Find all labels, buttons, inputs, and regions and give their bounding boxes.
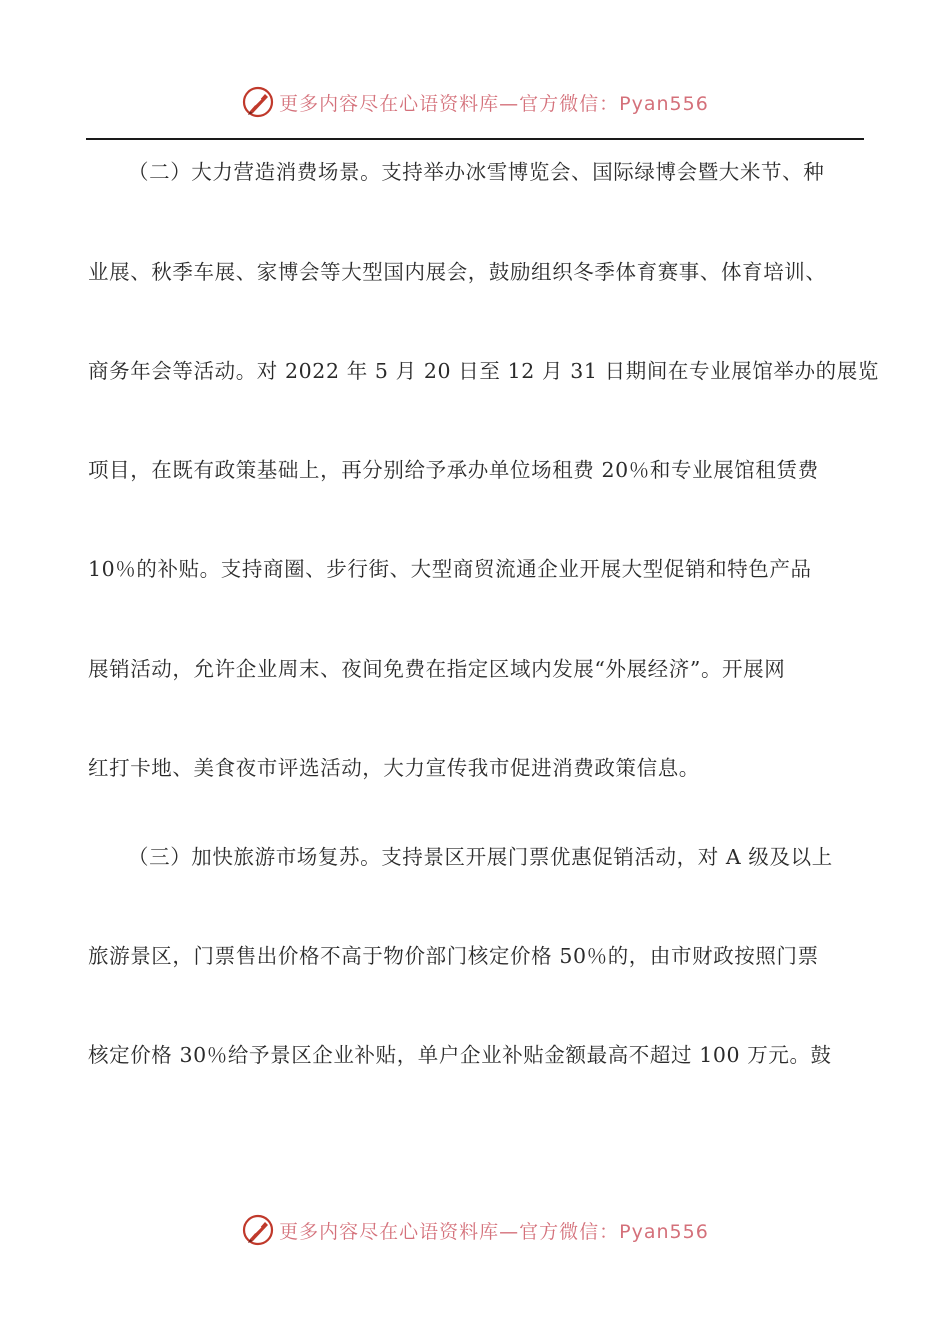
paragraph-line: 业展、秋季车展、家博会等大型国内展会，鼓励组织冬季体育赛事、体育培训、 xyxy=(88,260,827,284)
footer-watermark xyxy=(0,1210,950,1250)
quill-pen-icon xyxy=(241,1213,275,1247)
header-divider xyxy=(86,138,864,140)
watermark-text: 更多内容尽在心语资料库—官方微信：Pyan556 xyxy=(279,1220,709,1243)
quill-pen-icon xyxy=(241,85,275,119)
paragraph-line: 红打卡地、美食夜市评选活动，大力宣传我市促进消费政策信息。 xyxy=(88,756,700,780)
paragraph-line: （三）加快旅游市场复苏。支持景区开展门票优惠促销活动，对 A 级及以上 xyxy=(128,845,833,869)
paragraph-line: 10％的补贴。支持商圈、步行街、大型商贸流通企业开展大型促销和特色产品 xyxy=(88,557,812,581)
paragraph-line: 展销活动，允许企业周末、夜间免费在指定区域内发展“外展经济”。开展网 xyxy=(88,657,786,681)
paragraph-line: 商务年会等活动。对 2022 年 5 月 20 日至 12 月 31 日期间在专业展馆举办的展览 xyxy=(88,359,879,383)
paragraph-line: 项目，在既有政策基础上，再分别给予承办单位场租费 20％和专业展馆租赁费 xyxy=(88,458,819,482)
watermark-text: 更多内容尽在心语资料库—官方微信：Pyan556 xyxy=(279,92,709,115)
paragraph-line: 旅游景区，门票售出价格不高于物价部门核定价格 50％的，由市财政按照门票 xyxy=(88,944,819,968)
header-watermark xyxy=(0,82,950,122)
paragraph-line: （二）大力营造消费场景。支持举办冰雪博览会、国际绿博会暨大米节、种 xyxy=(128,160,825,184)
paragraph-line: 核定价格 30％给予景区企业补贴，单户企业补贴金额最高不超过 100 万元。鼓 xyxy=(88,1043,832,1067)
